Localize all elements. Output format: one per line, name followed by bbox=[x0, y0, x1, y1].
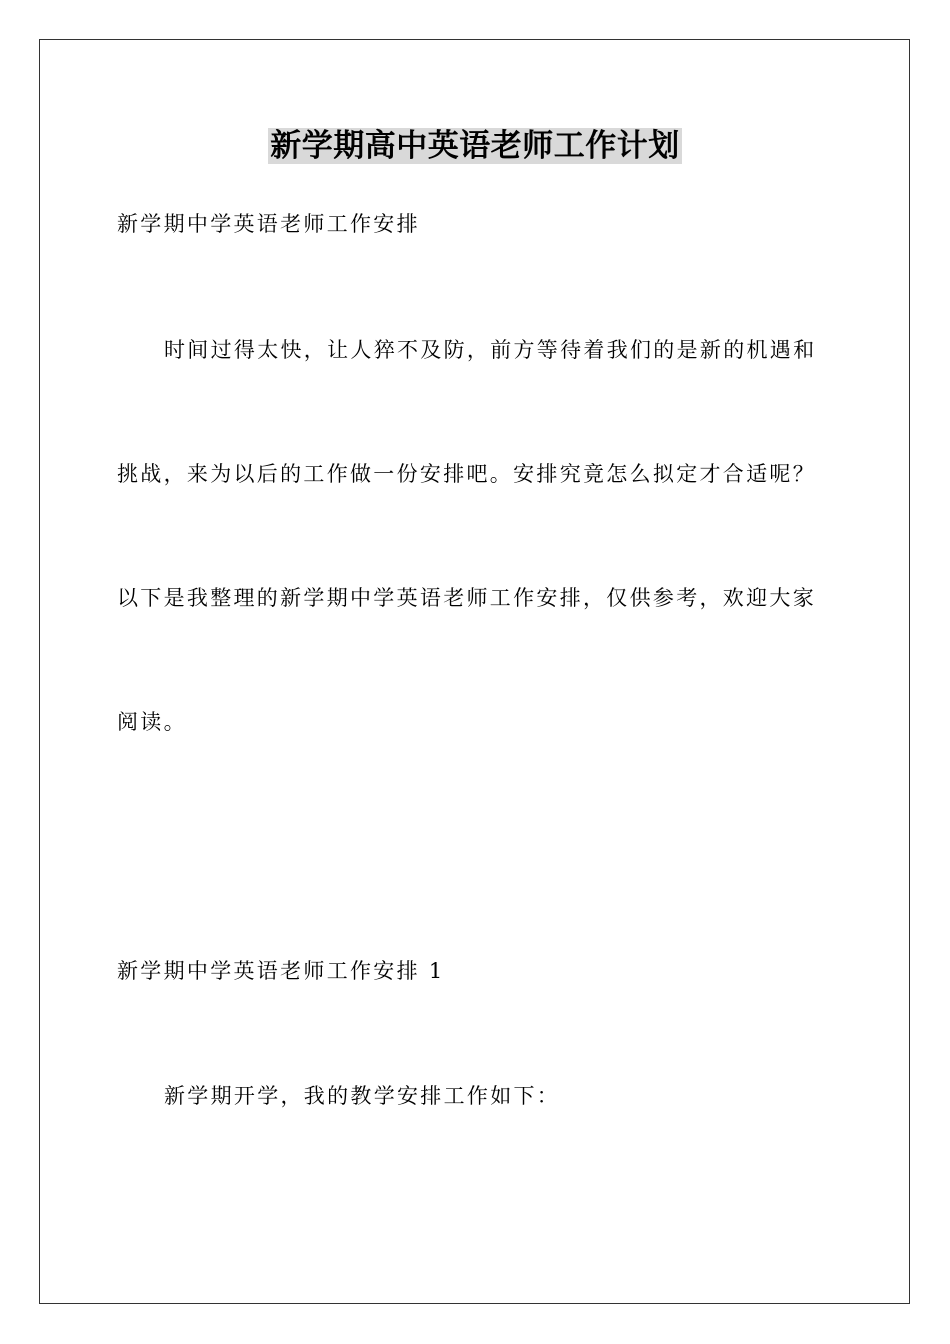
document-title-text: 新学期高中英语老师工作计划 bbox=[270, 128, 680, 164]
section-first-line: 新学期开学，我的教学安排工作如下： bbox=[164, 1084, 561, 1108]
intro-line-4: 阅读。 bbox=[117, 710, 187, 734]
intro-line-3: 以下是我整理的新学期中学英语老师工作安排，仅供参考，欢迎大家 bbox=[117, 586, 816, 610]
intro-line-2: 挑战，来为以后的工作做一份安排吧。安排究竟怎么拟定才合适呢？ bbox=[117, 462, 816, 486]
document-subtitle: 新学期中学英语老师工作安排 bbox=[117, 212, 420, 236]
intro-line-1: 时间过得太快，让人猝不及防，前方等待着我们的是新的机遇和 bbox=[164, 338, 817, 362]
document-title bbox=[0, 126, 950, 166]
section-heading: 新学期中学英语老师工作安排 1 bbox=[117, 959, 445, 983]
